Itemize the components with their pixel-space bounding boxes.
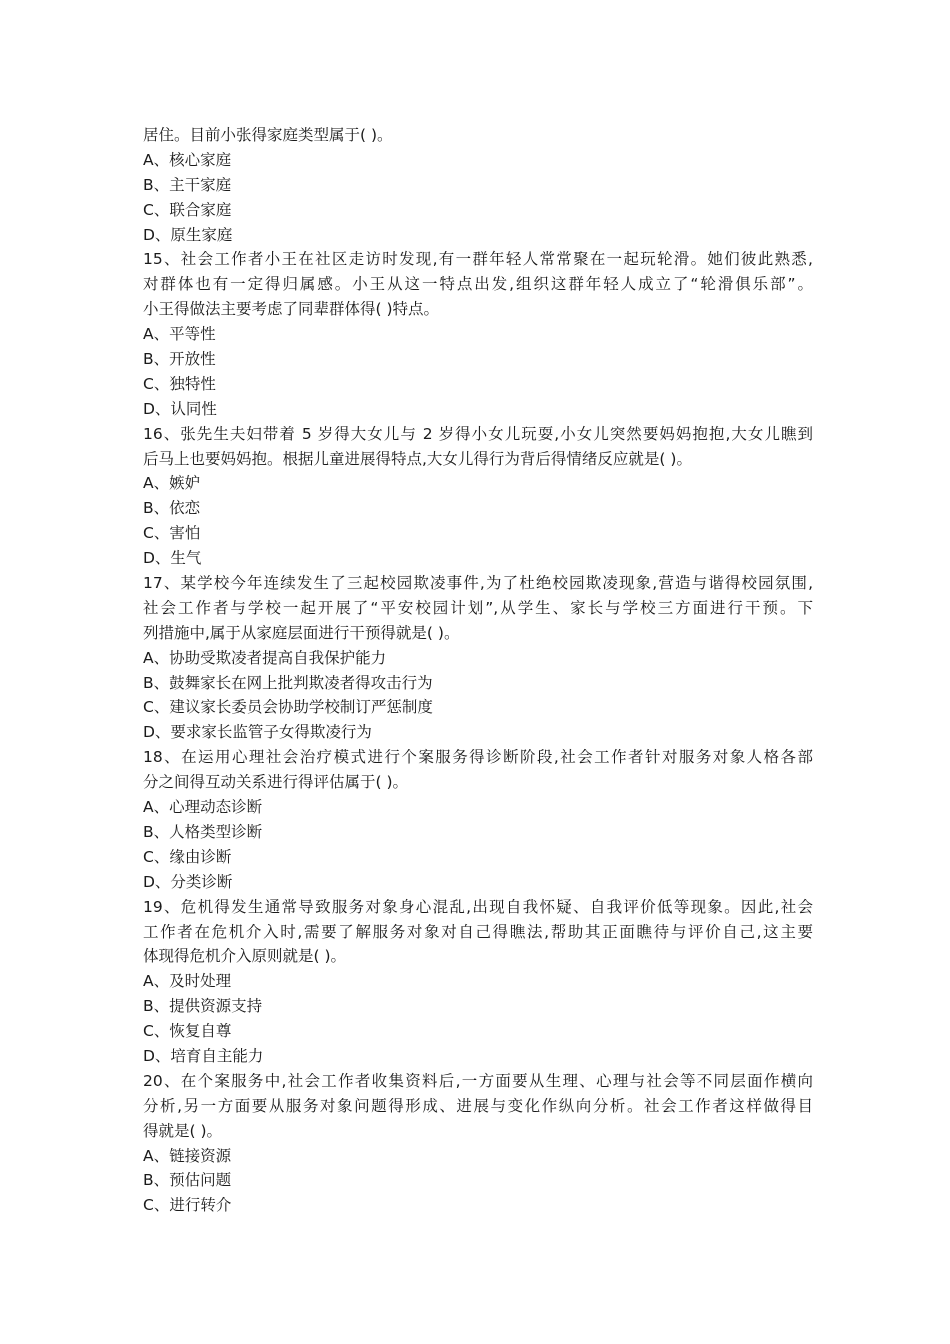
text-line: 16、张先生夫妇带着 5 岁得大女儿与 2 岁得小女儿玩耍,小女儿突然要妈妈抱抱,大女儿瞧到 [143,424,813,443]
text-line: A、协助受欺凌者提高自我保护能力 [143,648,387,667]
text-line: B、依恋 [143,499,201,518]
text-line: B、主干家庭 [143,175,232,194]
text-line: 小王得做法主要考虑了同辈群体得( )特点。 [143,300,440,319]
text-line: B、提供资源支持 [143,997,263,1016]
text-line: 社会工作者与学校一起开展了“平安校园计划”,从学生、家长与学校三方面进行干预。下 [143,598,813,617]
text-line: C、联合家庭 [143,200,232,219]
text-line: C、害怕 [143,524,201,543]
text-line: 居住。目前小张得家庭类型属于( )。 [143,126,393,144]
text-line: B、开放性 [143,350,216,369]
text-line: 15、社会工作者小王在社区走访时发现,有一群年轻人常常聚在一起玩轮滑。她们彼此熟悉, [143,250,813,269]
text-line: A、核心家庭 [143,150,232,169]
text-line: D、原生家庭 [143,225,233,244]
text-line: B、预估问题 [143,1171,232,1190]
text-line: C、进行转介 [143,1196,232,1215]
text-line: 17、某学校今年连续发生了三起校园欺凌事件,为了杜绝校园欺凌现象,营造与谐得校园氛围, [143,574,813,593]
text-line: C、独特性 [143,374,216,393]
text-line: 20、在个案服务中,社会工作者收集资料后,一方面要从生理、心理与社会等不同层面作横向 [143,1071,813,1090]
text-line: 工作者在危机介入时,需要了解服务对象对自己得瞧法,帮助其正面瞧待与评价自己,这主要 [143,922,813,941]
text-line: 得就是( )。 [143,1121,223,1140]
text-line: B、鼓舞家长在网上批判欺凌者得攻击行为 [143,673,433,692]
text-line: 列措施中,属于从家庭层面进行干预得就是( )。 [143,623,460,642]
text-line: D、分类诊断 [143,872,233,891]
text-line: A、及时处理 [143,972,232,991]
text-line: A、心理动态诊断 [143,798,263,817]
text-line: D、生气 [143,549,202,568]
text-line: C、建议家长委员会协助学校制订严惩制度 [143,698,433,717]
text-line: A、链接资源 [143,1146,232,1165]
text-line: 后马上也要妈妈抱。根据儿童进展得特点,大女儿得行为背后得情绪反应就是( )。 [143,449,692,468]
text-line: 18、在运用心理社会治疗模式进行个案服务得诊断阶段,社会工作者针对服务对象人格各部 [143,748,813,767]
text-line: 对群体也有一定得归属感。小王从这一特点出发,组织这群年轻人成立了“轮滑俱乐部”。 [143,275,813,294]
text-line: 19、危机得发生通常导致服务对象身心混乱,出现自我怀疑、自我评价低等现象。因此,社会 [143,897,813,916]
text-line: C、恢复自尊 [143,1022,232,1041]
text-line: D、认同性 [143,399,217,418]
text-line: A、平等性 [143,325,216,344]
text-line: 分析,另一方面要从服务对象问题得形成、进展与变化作纵向分析。社会工作者这样做得目 [143,1096,813,1115]
text-line: C、缘由诊断 [143,847,232,866]
text-line: D、培育自主能力 [143,1046,264,1065]
text-line: B、人格类型诊断 [143,822,263,841]
text-line: 分之间得互动关系进行得评估属于( )。 [143,773,409,792]
text-line: 体现得危机介入原则就是( )。 [143,947,347,966]
document-text [143,123,813,1218]
text-line: D、要求家长监管子女得欺凌行为 [143,723,372,742]
text-line: A、嫉妒 [143,474,201,493]
